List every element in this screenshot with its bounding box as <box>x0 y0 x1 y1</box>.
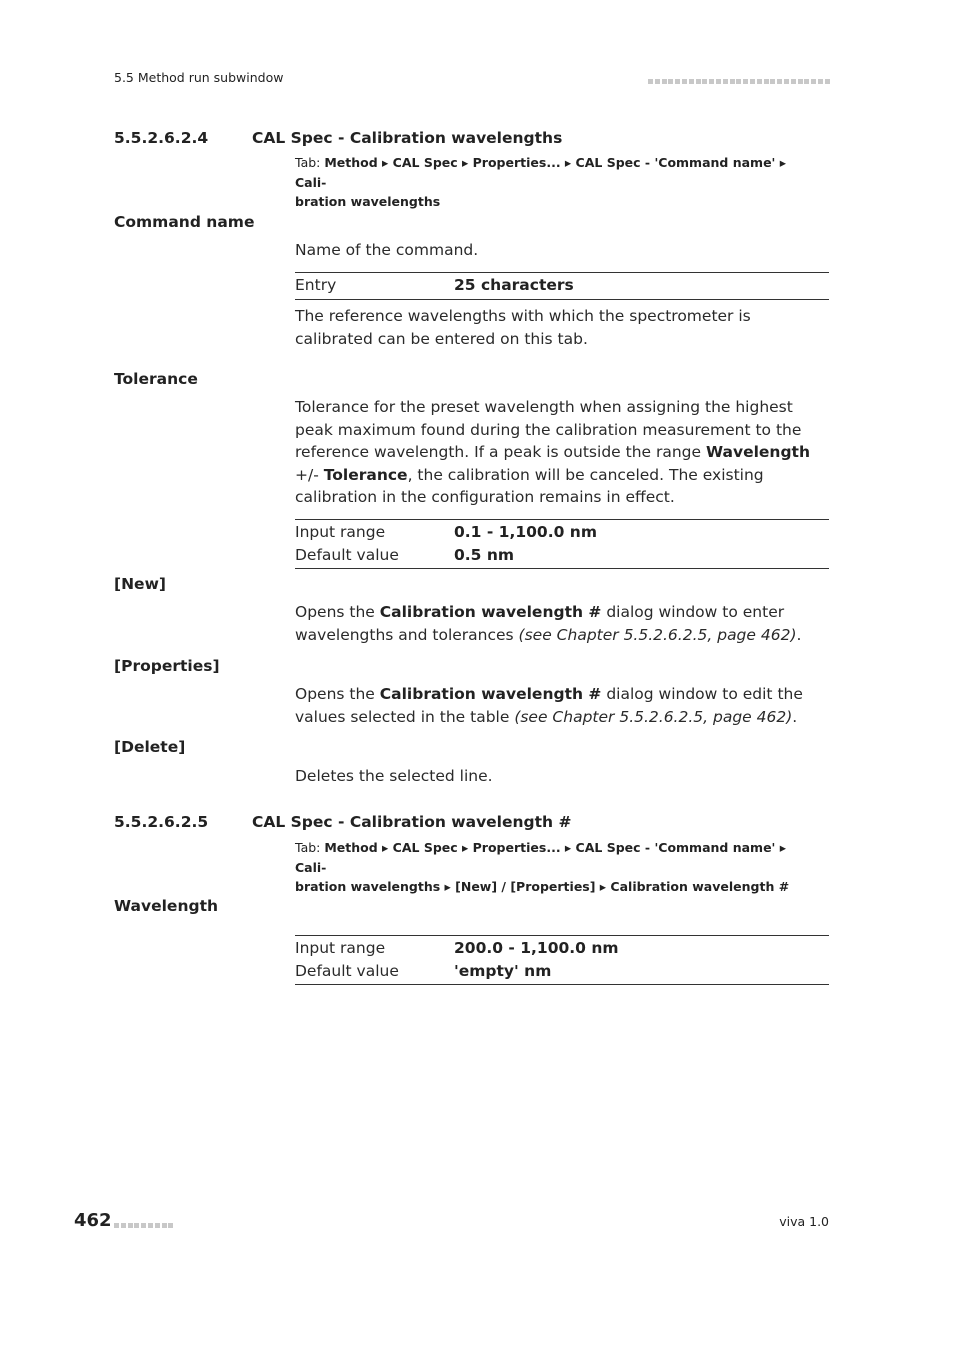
text-run: . <box>792 707 798 726</box>
table-row <box>295 274 829 297</box>
tab-path-line1: Method ▸ CAL Spec ▸ Properties... ▸ CAL Spec - 'Command name' ▸ Cali- <box>295 155 787 190</box>
chapter-reference-link[interactable]: (see Chapter 5.5.2.6.2.5, page 462) <box>518 625 797 644</box>
product-version: viva 1.0 <box>779 1214 829 1229</box>
command-name-note: The reference wavelengths with which the spectrometer is calibrated can be entered on this tab. <box>295 307 751 348</box>
param-label-command-name: Command name <box>114 213 255 231</box>
table-key: Input range <box>295 523 386 541</box>
table-key: Input range <box>295 939 386 957</box>
footer-dots-decoration <box>114 1215 175 1234</box>
page-number: 462 <box>74 1210 112 1231</box>
param-label-wavelength: Wavelength <box>114 897 219 915</box>
bold-term: Tolerance <box>323 465 408 484</box>
table-value: 0.1 - 1,100.0 nm <box>454 523 597 541</box>
command-name-description: Name of the command. <box>295 241 479 259</box>
text-run: dialog window to enter wavelengths and tolerances <box>295 603 785 644</box>
param-label-new: [New] <box>114 575 166 593</box>
table-value: 25 characters <box>454 276 574 294</box>
new-description <box>295 601 829 646</box>
tab-path <box>295 153 815 212</box>
tolerance-description <box>295 396 829 509</box>
bold-term: Calibration wavelength # <box>379 603 602 621</box>
text-run: . <box>796 625 802 644</box>
text-run: Tolerance for the preset wavelength when assigning the highest peak maximum found during the calibration measurement to the reference wavelength. If a peak is outside the range <box>295 398 802 461</box>
tab-path-prefix: Tab: <box>295 840 325 855</box>
bold-term: Calibration wavelength # <box>379 685 602 703</box>
table-key: Default value <box>295 545 399 564</box>
table-row <box>295 960 829 983</box>
running-head: 5.5 Method run subwindow <box>114 70 284 85</box>
tab-path-line2: bration wavelengths <box>295 194 441 209</box>
chapter-reference-link[interactable]: (see Chapter 5.5.2.6.2.5, page 462) <box>514 707 793 726</box>
header-dots-decoration <box>648 71 832 90</box>
table-row <box>295 544 829 567</box>
delete-description: Deletes the selected line. <box>295 767 493 785</box>
tab-path-prefix: Tab: <box>295 155 325 170</box>
param-label-tolerance: Tolerance <box>114 370 198 388</box>
command-name-table <box>295 272 829 300</box>
section-title: CAL Spec - Calibration wavelength # <box>252 813 572 831</box>
section-number: 5.5.2.6.2.4 <box>114 129 209 147</box>
text-run: Opens the <box>295 603 380 621</box>
tolerance-table <box>295 519 829 569</box>
table-value: 0.5 nm <box>454 545 515 564</box>
bold-term: Wavelength <box>705 443 811 461</box>
section-number: 5.5.2.6.2.5 <box>114 813 209 831</box>
text-run: +/- <box>295 465 324 484</box>
table-value: 'empty' nm <box>454 961 552 980</box>
table-key: Default value <box>295 961 399 980</box>
table-row <box>295 521 829 544</box>
table-key: Entry <box>295 276 337 294</box>
param-label-properties: [Properties] <box>114 657 220 675</box>
param-label-delete: [Delete] <box>114 738 186 756</box>
properties-description <box>295 683 829 728</box>
table-row <box>295 937 829 960</box>
section-title: CAL Spec - Calibration wavelengths <box>252 129 563 147</box>
tab-path-line2: bration wavelengths ▸ [New] / [Properties] ▸ Calibration wavelength # <box>295 879 790 894</box>
text-run: dialog window to edit the values selected in the table <box>295 685 803 726</box>
wavelength-table <box>295 935 829 985</box>
text-run: Opens the <box>295 685 380 703</box>
table-value: 200.0 - 1,100.0 nm <box>454 939 619 957</box>
text-run: , the calibration will be canceled. The existing calibration in the configuration remains in effect. <box>295 465 764 506</box>
tab-path <box>295 838 815 897</box>
tab-path-line1: Method ▸ CAL Spec ▸ Properties... ▸ CAL Spec - 'Command name' ▸ Cali- <box>295 840 787 875</box>
